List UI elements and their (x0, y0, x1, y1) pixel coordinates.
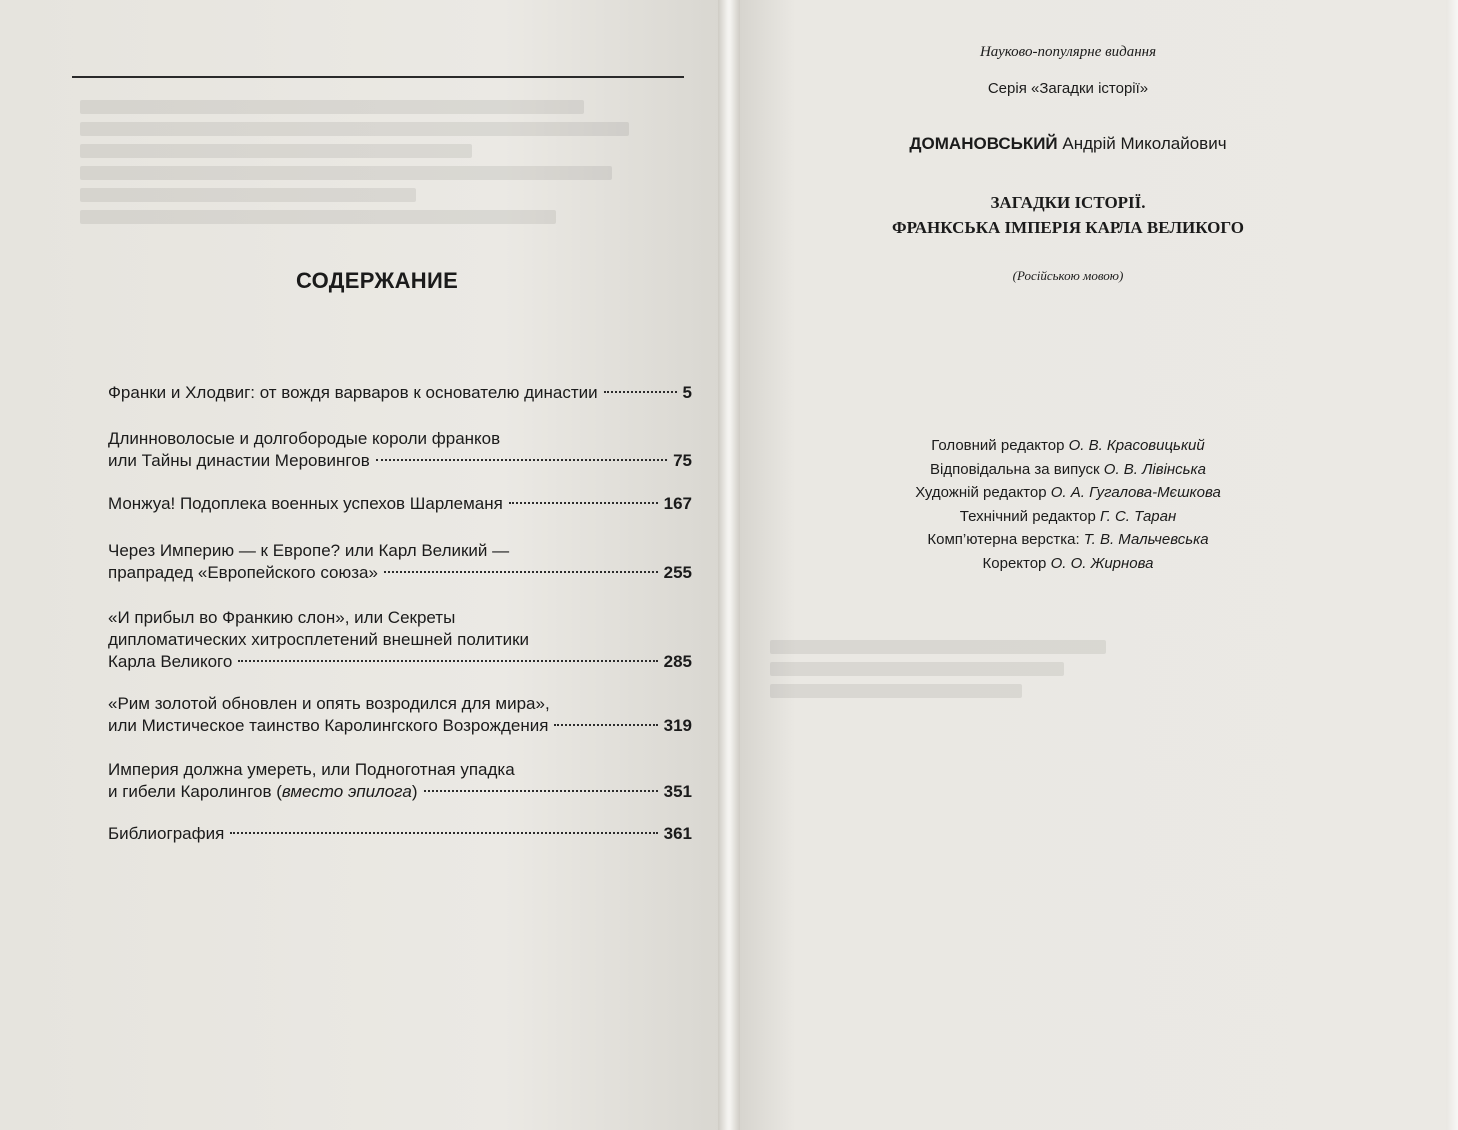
toc-page-number: 361 (663, 824, 692, 843)
staff-line: Головний редактор О. В. Красовицький (931, 437, 1205, 454)
toc-page-number: 167 (663, 494, 692, 513)
toc-entry-title: «И прибыл во Франкию слон», или Секреты (108, 608, 456, 627)
dot-leader (238, 660, 657, 662)
toc-entry (108, 693, 692, 737)
publication-type: Науково-популярне видання (979, 44, 1157, 60)
toc-entry (108, 428, 692, 472)
toc-page-number: 351 (663, 782, 692, 801)
toc-entry (108, 540, 692, 584)
bleed-through-right (770, 640, 1190, 706)
author-given-name: Андрій Миколайович (1062, 134, 1227, 153)
toc-entry-title: Карла Великого (108, 652, 233, 671)
toc-entry (108, 382, 692, 404)
series-name: Серія «Загадки історії» (987, 80, 1149, 97)
book-title-line: ФРАНКСЬКА ІМПЕРІЯ КАРЛА ВЕЛИКОГО (891, 218, 1245, 237)
toc-page-number: 285 (663, 652, 692, 671)
dot-leader (424, 790, 658, 792)
toc-entry (108, 493, 692, 515)
toc-entry-title: Библиография (108, 824, 225, 843)
toc-entry-title: Длинноволосые и долгобородые короли франков (108, 429, 501, 448)
toc-entry-title: и гибели Каролингов (вместо эпилога) (108, 782, 418, 801)
toc-page-number: 75 (673, 451, 692, 470)
dot-leader (384, 571, 658, 573)
toc-entry (108, 823, 692, 845)
staff-line: Технічний редактор Г. С. Таран (959, 507, 1177, 525)
toc-entry-title: или Мистическое таинство Каролингского Возрождения (108, 716, 549, 735)
toc-page-number: 255 (663, 563, 692, 582)
toc-entry-title: Через Империю — к Европе? или Карл Великий — (108, 541, 510, 560)
staff-line: Відповідальна за випуск О. В. Лівінська (930, 460, 1206, 478)
toc-entry (108, 759, 692, 803)
toc-entry (108, 607, 692, 673)
author-name (738, 134, 1398, 154)
staff-line: Коректор О. О. Жирнова (982, 554, 1154, 572)
book-title-line: ЗАГАДКИ ІСТОРІЇ. (990, 193, 1146, 212)
toc-page-number: 319 (663, 716, 692, 735)
editorial-staff (738, 434, 1398, 575)
dot-leader (554, 724, 657, 726)
toc-heading: СОДЕРЖАНИЕ (296, 268, 459, 293)
toc-entry-title: Империя должна умереть, или Подноготная упадка (108, 760, 515, 779)
header-rule (72, 76, 684, 78)
toc-page-number: 5 (682, 383, 692, 402)
author-surname: ДОМАНОВСЬКИЙ (909, 134, 1058, 153)
toc-entry-title: Франки и Хлодвиг: от вождя варваров к основателю династии (108, 383, 598, 402)
dot-leader (230, 832, 657, 834)
dot-leader (509, 502, 658, 504)
book-title (738, 190, 1398, 240)
toc-entry-title: «Рим золотой обновлен и опять возродился для мира», (108, 694, 550, 713)
page-edge (1446, 0, 1458, 1130)
toc-entry-title: прапрадед «Европейского союза» (108, 563, 378, 582)
toc-entry-italic: вместо эпилога (281, 782, 412, 801)
language-note: (Російською мовою) (1012, 268, 1124, 283)
book-gutter (718, 0, 740, 1130)
bleed-through-left (80, 100, 640, 232)
dot-leader (376, 459, 667, 461)
staff-line: Комп’ютерна верстка: Т. В. Мальчевська (927, 531, 1209, 548)
dot-leader (604, 391, 677, 393)
staff-line: Художній редактор О. А. Гугалова-Мєшкова (915, 484, 1221, 501)
toc-entry-title: Монжуа! Подоплека военных успехов Шарлеманя (108, 494, 503, 513)
toc-entry-title: дипломатических хитросплетений внешней политики (108, 630, 530, 649)
toc-entry-title: или Тайны династии Меровингов (108, 451, 370, 470)
